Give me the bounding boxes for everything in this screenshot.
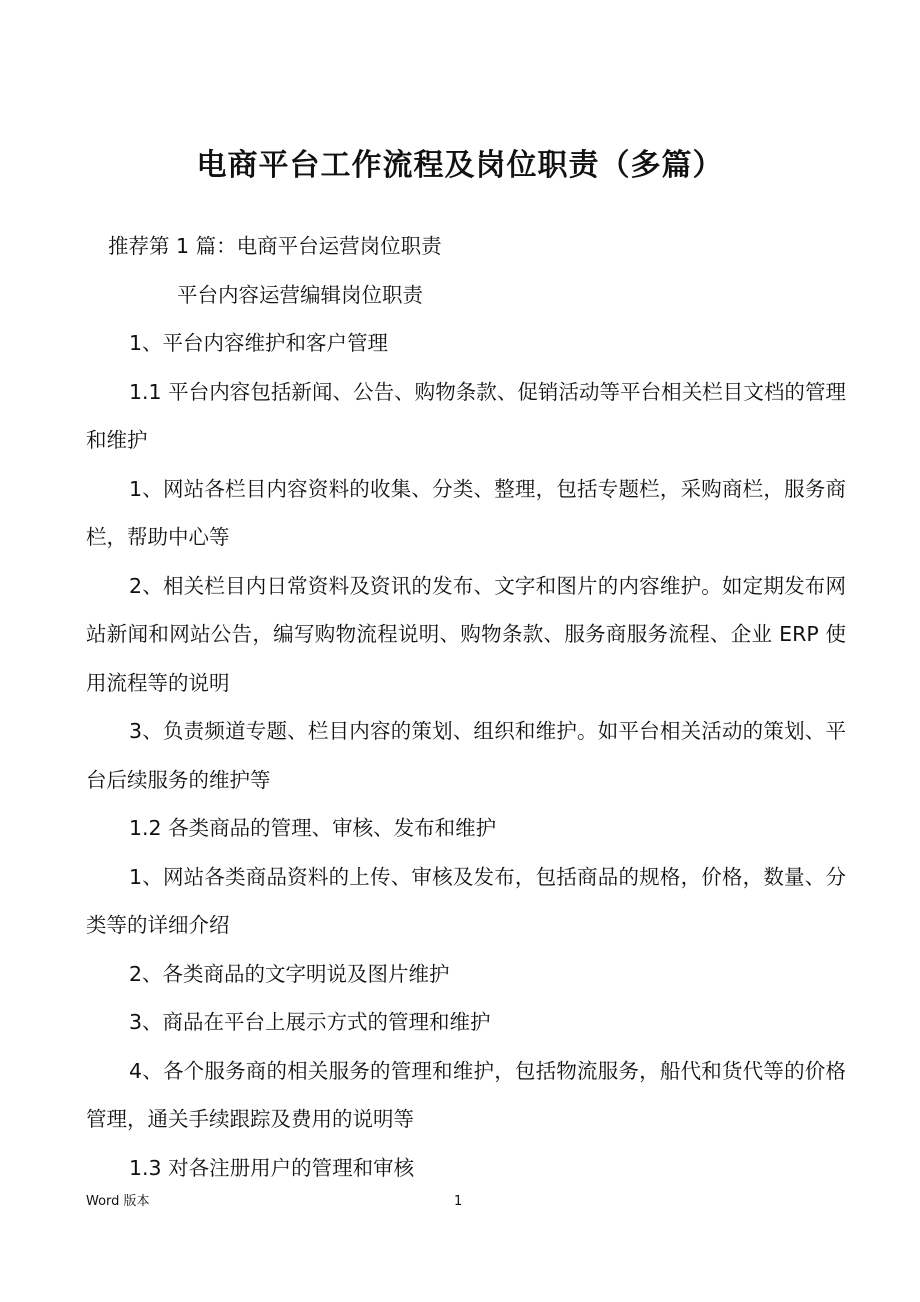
- footer-page-number: 1: [454, 1194, 463, 1209]
- paragraph-subtitle: 平台内容运营编辑岗位职责: [177, 282, 423, 307]
- paragraph-recommend: 推荐第 1 篇：电商平台运营岗位职责: [108, 234, 442, 258]
- paragraph: 1.1 平台内容包括新闻、公告、购物条款、促销活动等平台相关栏目文档的管理和维护: [86, 379, 846, 452]
- paragraph: 3、商品在平台上展示方式的管理和维护: [129, 1010, 491, 1034]
- document-body: [86, 222, 846, 1192]
- paragraph: 1、平台内容维护和客户管理: [129, 331, 389, 355]
- paragraph: 2、各类商品的文字明说及图片维护: [129, 961, 450, 986]
- paragraph: 2、相关栏目内日常资料及资讯的发布、文字和图片的内容维护。如定期发布网站新闻和网站公告，编写购物流程说明、购物条款、服务商服务流程、企业 ERP 使用流程等的说明: [86, 573, 846, 695]
- paragraph: 3、负责频道专题、栏目内容的策划、组织和维护。如平台相关活动的策划、平台后续服务的维护等: [86, 719, 846, 792]
- paragraph: 1.2 各类商品的管理、审核、发布和维护: [129, 816, 497, 840]
- paragraph: 1.3 对各注册用户的管理和审核: [129, 1155, 415, 1180]
- paragraph: 1、网站各栏目内容资料的收集、分类、整理，包括专题栏，采购商栏，服务商栏，帮助中心等: [86, 476, 846, 549]
- paragraph: 1、网站各类商品资料的上传、审核及发布，包括商品的规格，价格，数量、分类等的详细介绍: [86, 864, 846, 937]
- footer-label: Word 版本: [86, 1194, 150, 1209]
- paragraph: 4、各个服务商的相关服务的管理和维护，包括物流服务，船代和货代等的价格管理，通关手续跟踪及费用的说明等: [86, 1058, 846, 1131]
- document-title: 电商平台工作流程及岗位职责（多篇）: [196, 148, 724, 183]
